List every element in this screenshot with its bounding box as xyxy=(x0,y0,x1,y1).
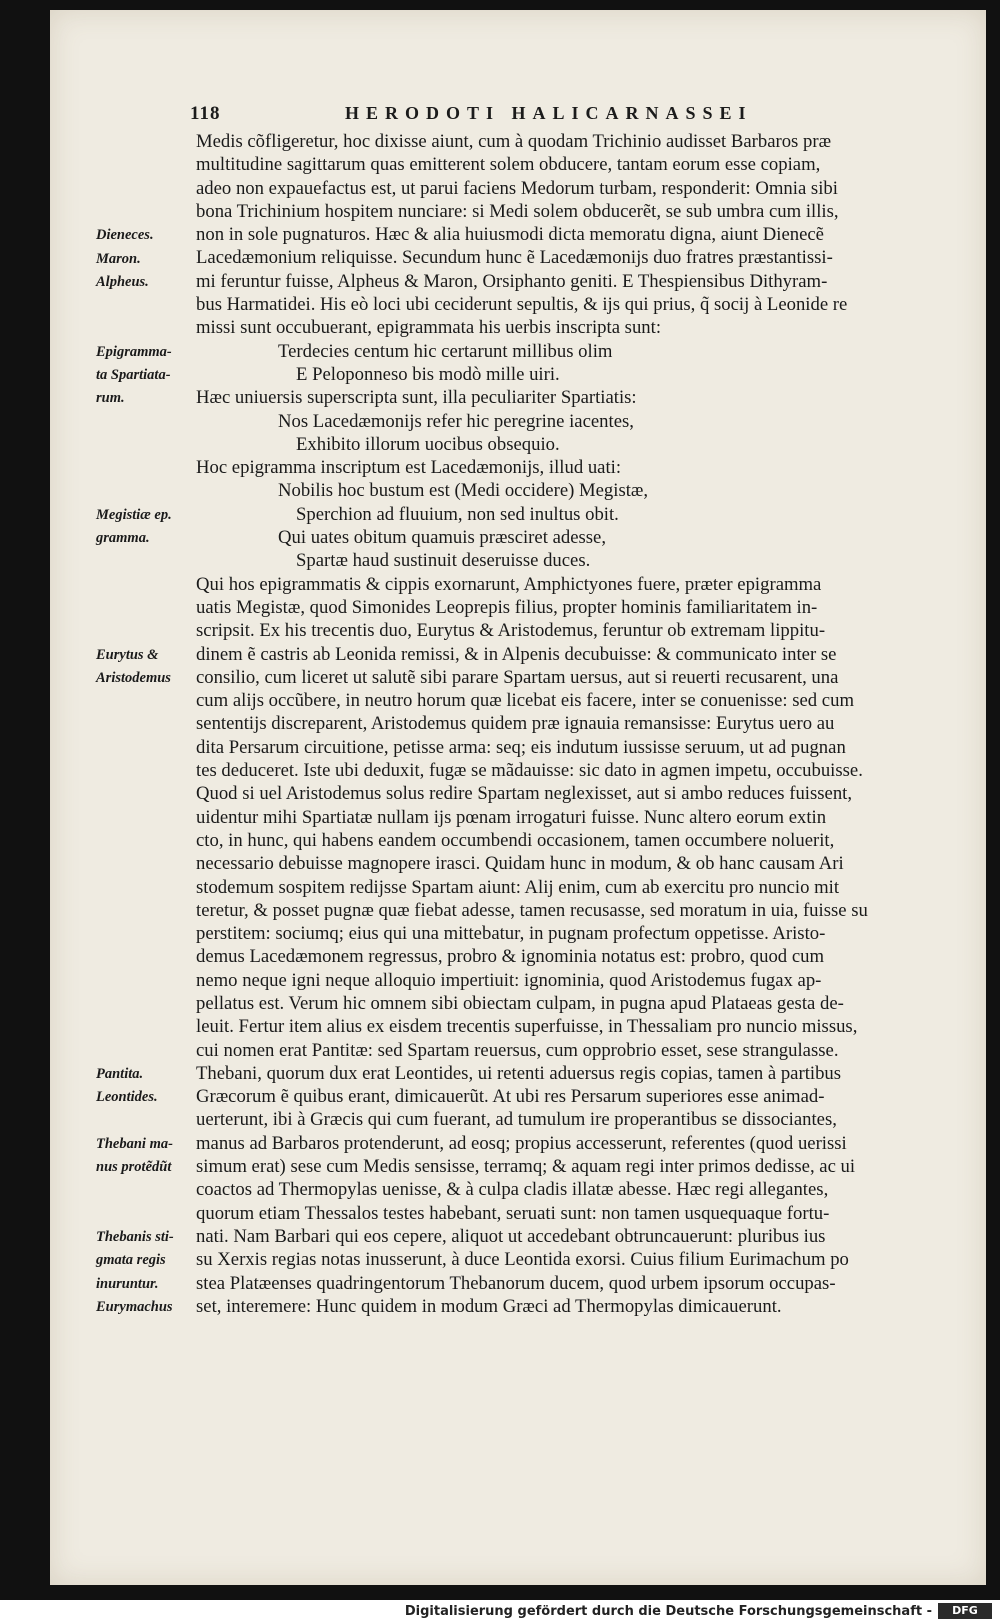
text-line: Exhibito illorum uocibus obsequio. xyxy=(296,433,560,455)
text-line: uerterunt, ibi à Græcis qui cum fuerant, ad tumulum ire properantibus se dissociantes, xyxy=(196,1109,837,1131)
text-line: dita Persarum circuitione, petisse arma: seq; eis indutum iussisse seruum, ut ad pugnan xyxy=(196,736,846,758)
margin-note: Dieneces. xyxy=(96,227,154,244)
text-line: perstitem: sociumq; eius qui una mittebatur, in pugnam profectum oppetisse. Aristo- xyxy=(196,923,826,945)
text-line: Quod si uel Aristodemus solus redire Spartam neglexisset, aut si ambo reduces fuissent, xyxy=(196,783,853,805)
dfg-logo: DFG xyxy=(938,1603,992,1619)
margin-note: Leontides. xyxy=(96,1089,158,1106)
text-line: demus Lacedæmonem regressus, probro & ignominia notatus est: probro, quod cum xyxy=(196,946,824,968)
margin-note: rum. xyxy=(96,390,125,407)
text-line: Græcorum ẽ quibus erant, dimicauerũt. At ubi res Persarum superiores esse animad- xyxy=(196,1086,825,1108)
text-line: cum alijs occũbere, in neutro horum quæ licebat eis facere, inter se conuenisse: sed cum xyxy=(196,690,854,712)
text-line: Qui uates obitum quamuis præsciret adesse, xyxy=(278,527,607,549)
margin-note: grammа. xyxy=(96,530,150,547)
text-line: bona Trichinium hospitem nunciare: si Medi solem obducerẽt, se sub umbra cum illis, xyxy=(196,200,839,222)
page-header xyxy=(190,103,970,129)
text-line: Nos Lacedæmonijs refer hic peregrine iacentes, xyxy=(278,410,634,432)
text-line: Qui hos epigrammatis & cippis exornarunt, Amphictyones fuere, præter epigramma xyxy=(196,573,822,595)
text-line: necessario debuisse magnopere irasci. Quidam hunc in modum, & ob hanc causam Ari xyxy=(196,853,844,875)
text-line: cui nomen erat Pantitæ: sed Spartam reuersus, cum opprobrio esset, sese strangulasse. xyxy=(196,1039,839,1061)
margin-note: Megistiæ ep. xyxy=(96,506,172,523)
text-line: Medis cõfligeretur, hoc dixisse aiunt, cum à quodam Trichinio audisset Barbaros præ xyxy=(196,131,832,152)
page-number: 118 xyxy=(190,103,221,124)
text-line: Sperchion ad fluuium, non sed inultus obit. xyxy=(296,503,619,525)
margin-note: inuruntur. xyxy=(96,1275,159,1292)
margin-note: Thebani ma- xyxy=(96,1135,173,1152)
text-line: Spartæ haud sustinuit deseruisse duces. xyxy=(296,550,591,572)
text-line: Nobilis hoc bustum est (Medi occidere) Megistæ, xyxy=(278,480,649,502)
text-line: uatis Megistæ, quod Simonides Leoprepis filius, propter hominis familiaritatem in- xyxy=(196,596,818,618)
footer-bar xyxy=(0,1600,1000,1623)
margin-note: ta Spartiata- xyxy=(96,367,171,383)
text-line: nemo neque igni neque alloquio impertiuit: ignominia, quod Aristodemus fugax ap- xyxy=(196,969,822,991)
margin-note: Pantita. xyxy=(96,1066,144,1082)
text-line: mi feruntur fuisse, Alpheus & Maron, Orsiphanto geniti. E Thespiensibus Dithyram- xyxy=(196,270,828,292)
footer-credit: Digitalisierung gefördert durch die Deutsche Forschungsgemeinschaft - xyxy=(404,1604,932,1619)
margin-note: gmata regis xyxy=(96,1252,166,1269)
text-line: leuit. Fertur item alius ex eisdem trecentis superfuisse, in Thessaliam pro nuncio missus, xyxy=(196,1016,858,1038)
text-line: adeo non expauefactus est, ut parui faciens Medorum turbam, responderit: Omnia sibi xyxy=(196,177,838,199)
body-text xyxy=(196,130,966,1318)
text-line: sententijs discreparent, Aristodemus quidem præ ignauia remansisse: Eurytus uero au xyxy=(196,713,835,735)
text-line: coactos ad Thermopylas uenisse, & à culpa cladis illatæ abesse. Hæc regi allegantes, xyxy=(196,1179,829,1201)
text-line: Thebani, quorum dux erat Leontides, ui retenti aduersus regis copias, tamen à partibus xyxy=(196,1062,842,1084)
margin-note: Eurymachus xyxy=(96,1299,173,1315)
text-line: cto, in hunc, qui habens eandem occumbendi occasionem, tamen occumbere noluerit, xyxy=(196,829,835,851)
text-line: dinem ẽ castris ab Leonida remissi, & in Alpenis decubuisse: & communicato inter se xyxy=(196,643,837,665)
margin-note: nus protẽdũt xyxy=(96,1159,172,1176)
margin-note: Aristodemus xyxy=(96,669,171,686)
margin-note: Epigramma- xyxy=(96,343,172,360)
text-line: multitudine sagittarum quas emitterent solem obducere, tantam eorum esse copiam, xyxy=(196,154,821,176)
text-line: Hæc uniuersis superscripta sunt, illa peculiariter Spartiatis: xyxy=(196,387,637,409)
text-line: manus ad Barbaros protenderunt, ad eosq; propius accesserunt, referentes (quod uerissi xyxy=(196,1132,847,1154)
text-line: scripsit. Ex his trecentis duo, Eurytus & Aristodemus, feruntur ob extremam lippitu- xyxy=(196,620,826,642)
text-line: non in sole pugnaturos. Hæc & alia huiusmodi dicta memoratu digna, aiunt Dienecẽ xyxy=(196,224,824,246)
text-line: set, interemere: Hunc quidem in modum Græci ad Thermopylas dimicauerunt. xyxy=(196,1295,782,1317)
text-line: Lacedæmonium reliquisse. Secundum hunc ẽ Lacedæmonijs duo fratres præstantissi- xyxy=(196,247,833,269)
text-line: uidentur mihi Spartiatæ nullam ijs pœnam irrogaturi fuisse. Nunc altero eorum extin xyxy=(196,806,827,828)
text-line: stodemum sospitem redijsse Spartam aiunt: Alij enim, cum ab exercitu pro nuncio mit xyxy=(196,876,840,898)
running-head: HERODOTI HALICARNASSEI xyxy=(345,103,753,123)
margin-note: Alpheus. xyxy=(96,273,149,290)
text-line: nati. Nam Barbari qui eos cepere, aliquot ut accedebant obtruncauerunt: pluribus ius xyxy=(196,1225,826,1247)
text-line: E Peloponneso bis modò mille uiri. xyxy=(296,363,560,385)
margin-note: Eurytus & xyxy=(96,646,159,663)
text-line: Hoc epigramma inscriptum est Lacedæmonijs, illud uati: xyxy=(196,457,622,479)
text-line: pellatus est. Verum hic omnem sibi obiectam culpam, in pugna apud Plataeas gesta de- xyxy=(196,992,844,1014)
text-line: quorum etiam Thessalos testes habebant, seruati sunt: non tamen usquequaque fortu- xyxy=(196,1202,830,1224)
text-line: tes deduceret. Iste ubi deduxit, fugæ se mãdauisse: sic dato in agmen impetu, occubuisse. xyxy=(196,760,863,782)
text-line: su Xerxis regias notas inusserunt, à duce Leontida exorsi. Cuius filium Eurimachum po xyxy=(196,1249,849,1271)
text-line: consilio, cum liceret ut salutẽ sibi parare Spartam uersus, aut si reuerti recusarent, una xyxy=(196,666,839,688)
text-line: stea Platæenses quadringentorum Thebanorum ducem, quod urbem ipsorum occupas- xyxy=(196,1272,836,1294)
text-line: teretur, & posset pugnæ quæ fiebat adesse, tamen recusasse, sed moratum in uia, fuisse su xyxy=(196,899,868,921)
margin-note: Thebanis sti- xyxy=(96,1229,174,1246)
text-line: bus Harmatidei. His eò loci ubi ceciderunt sepultis, & ijs qui prius, q̃ socij à Leonide re xyxy=(196,294,848,316)
text-line: missi sunt occubuerant, epigrammata his uerbis inscripta sunt: xyxy=(196,317,662,339)
text-line: simum erat) sese cum Medis sensisse, terramq; & aquam regi inter primos dedisse, ac ui xyxy=(196,1156,856,1178)
text-line: Terdecies centum hic certarunt millibus olim xyxy=(278,340,613,362)
margin-note: Maron. xyxy=(96,250,141,267)
